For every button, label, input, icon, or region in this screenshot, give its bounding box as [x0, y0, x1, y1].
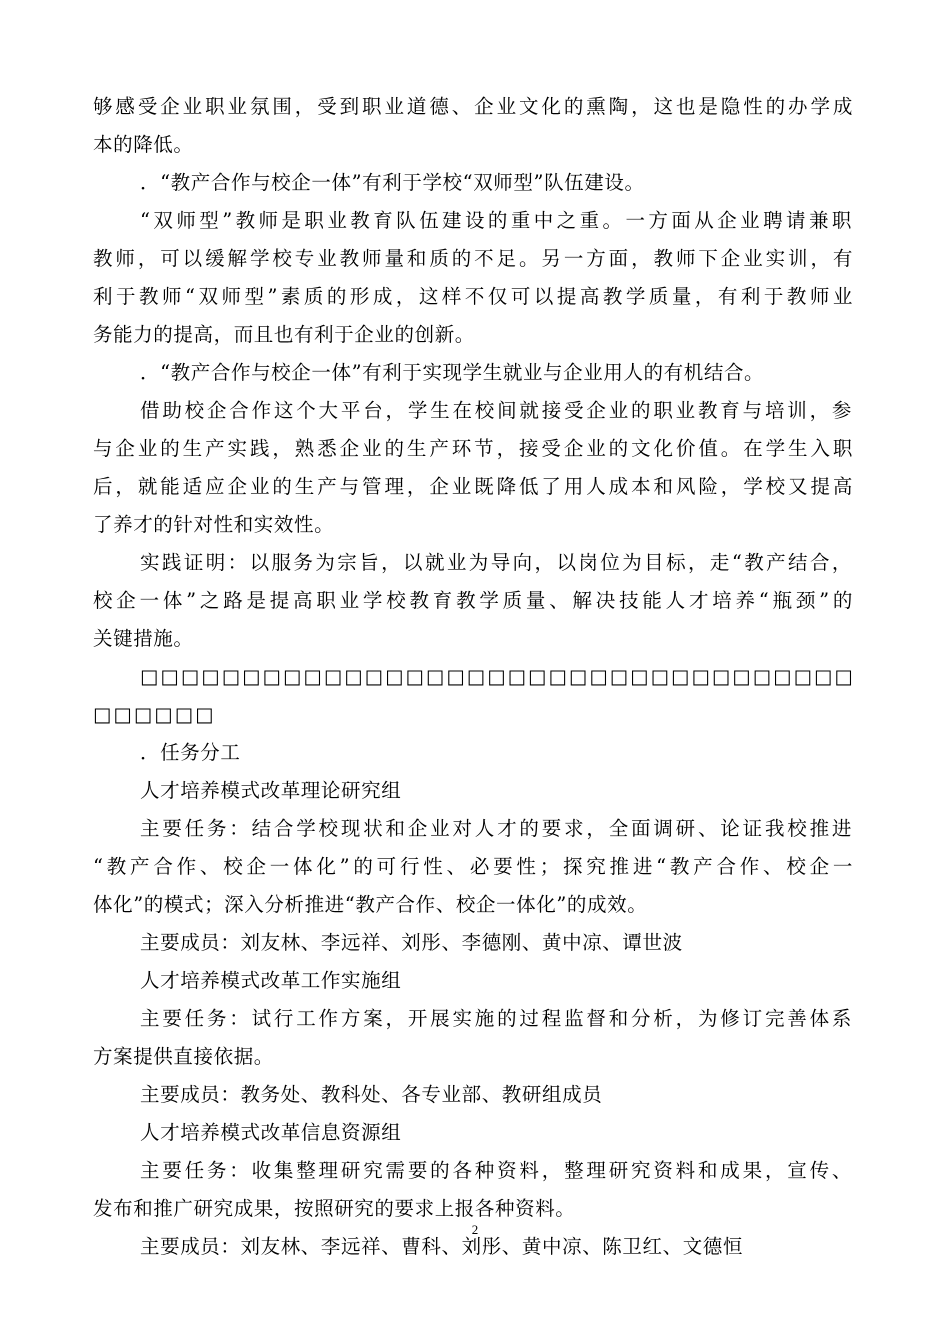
- paragraph-line: 够感受企业职业氛围，受到职业道德、企业文化的熏陶，这也是隐性的办学成: [93, 95, 853, 118]
- paragraph-line: 关键措施。: [93, 627, 194, 650]
- paragraph-line: 实践证明：以服务为宗旨，以就业为导向，以岗位为目标，走“教产结合，: [140, 551, 852, 574]
- members-line: 主要成员：刘友林、李远祥、刘彤、李德刚、黄中凉、谭世波: [140, 931, 683, 954]
- paragraph-line: 本的降低。: [93, 133, 194, 156]
- paragraph-line: “双师型”教师是职业教育队伍建设的重中之重。一方面从企业聘请兼职: [140, 209, 852, 232]
- section-heading: ．任务分工: [140, 741, 241, 764]
- members-line: 主要成员：教务处、教科处、各专业部、教研组成员: [140, 1083, 603, 1106]
- paragraph-line: 了养才的针对性和实效性。: [93, 513, 335, 536]
- page-number: 2: [471, 1222, 479, 1237]
- section-heading: ．“教产合作与校企一体”有利于学校“双师型”队伍建设。: [140, 171, 645, 194]
- group-title: 人才培养模式改革理论研究组: [140, 779, 402, 802]
- missing-glyph-line: □□□□□□□□□□□□□□□□□□□□□□□□□□□□□□□□□□□: [140, 665, 855, 688]
- missing-glyph-line: □□□□□□: [93, 703, 216, 726]
- paragraph-line: 与企业的生产实践，熟悉企业的生产环节，接受企业的文化价值。在学生入职: [93, 437, 853, 460]
- paragraph-line: 发布和推广研究成果，按照研究的要求上报各种资料。: [93, 1197, 576, 1220]
- paragraph-line: “教产合作、校企一体化”的可行性、必要性；探究推进“教产合作、校企一: [93, 855, 853, 878]
- group-title: 人才培养模式改革信息资源组: [140, 1121, 402, 1144]
- paragraph-line: 主要任务：结合学校现状和企业对人才的要求，全面调研、论证我校推进: [140, 817, 852, 840]
- paragraph-line: 主要任务：试行工作方案，开展实施的过程监督和分析，为修订完善体系: [140, 1007, 852, 1030]
- paragraph-line: 校企一体”之路是提高职业学校教育教学质量、解决技能人才培养“瓶颈”的: [93, 589, 853, 612]
- paragraph-line: 主要任务：收集整理研究需要的各种资料，整理研究资料和成果，宣传、: [140, 1159, 852, 1182]
- members-line: 主要成员：刘友林、李远祥、曹科、刘彤、黄中凉、陈卫红、文德恒: [140, 1235, 744, 1258]
- paragraph-line: 利于教师“双师型”素质的形成，这样不仅可以提高教学质量，有利于教师业: [93, 285, 853, 308]
- paragraph-line: 体化”的模式；深入分析推进“教产合作、校企一体化”的成效。: [93, 893, 648, 916]
- paragraph-line: 方案提供直接依据。: [93, 1045, 274, 1068]
- paragraph-line: 教师，可以缓解学校专业教师量和质的不足。另一方面，教师下企业实训，有: [93, 247, 853, 270]
- group-title: 人才培养模式改革工作实施组: [140, 969, 402, 992]
- paragraph-line: 后，就能适应企业的生产与管理，企业既降低了用人成本和风险，学校又提高: [93, 475, 853, 498]
- section-heading: ．“教产合作与校企一体”有利于实现学生就业与企业用人的有机结合。: [140, 361, 765, 384]
- paragraph-line: 务能力的提高，而且也有利于企业的创新。: [93, 323, 475, 346]
- paragraph-line: 借助校企合作这个大平台，学生在校间就接受企业的职业教育与培训，参: [140, 399, 852, 422]
